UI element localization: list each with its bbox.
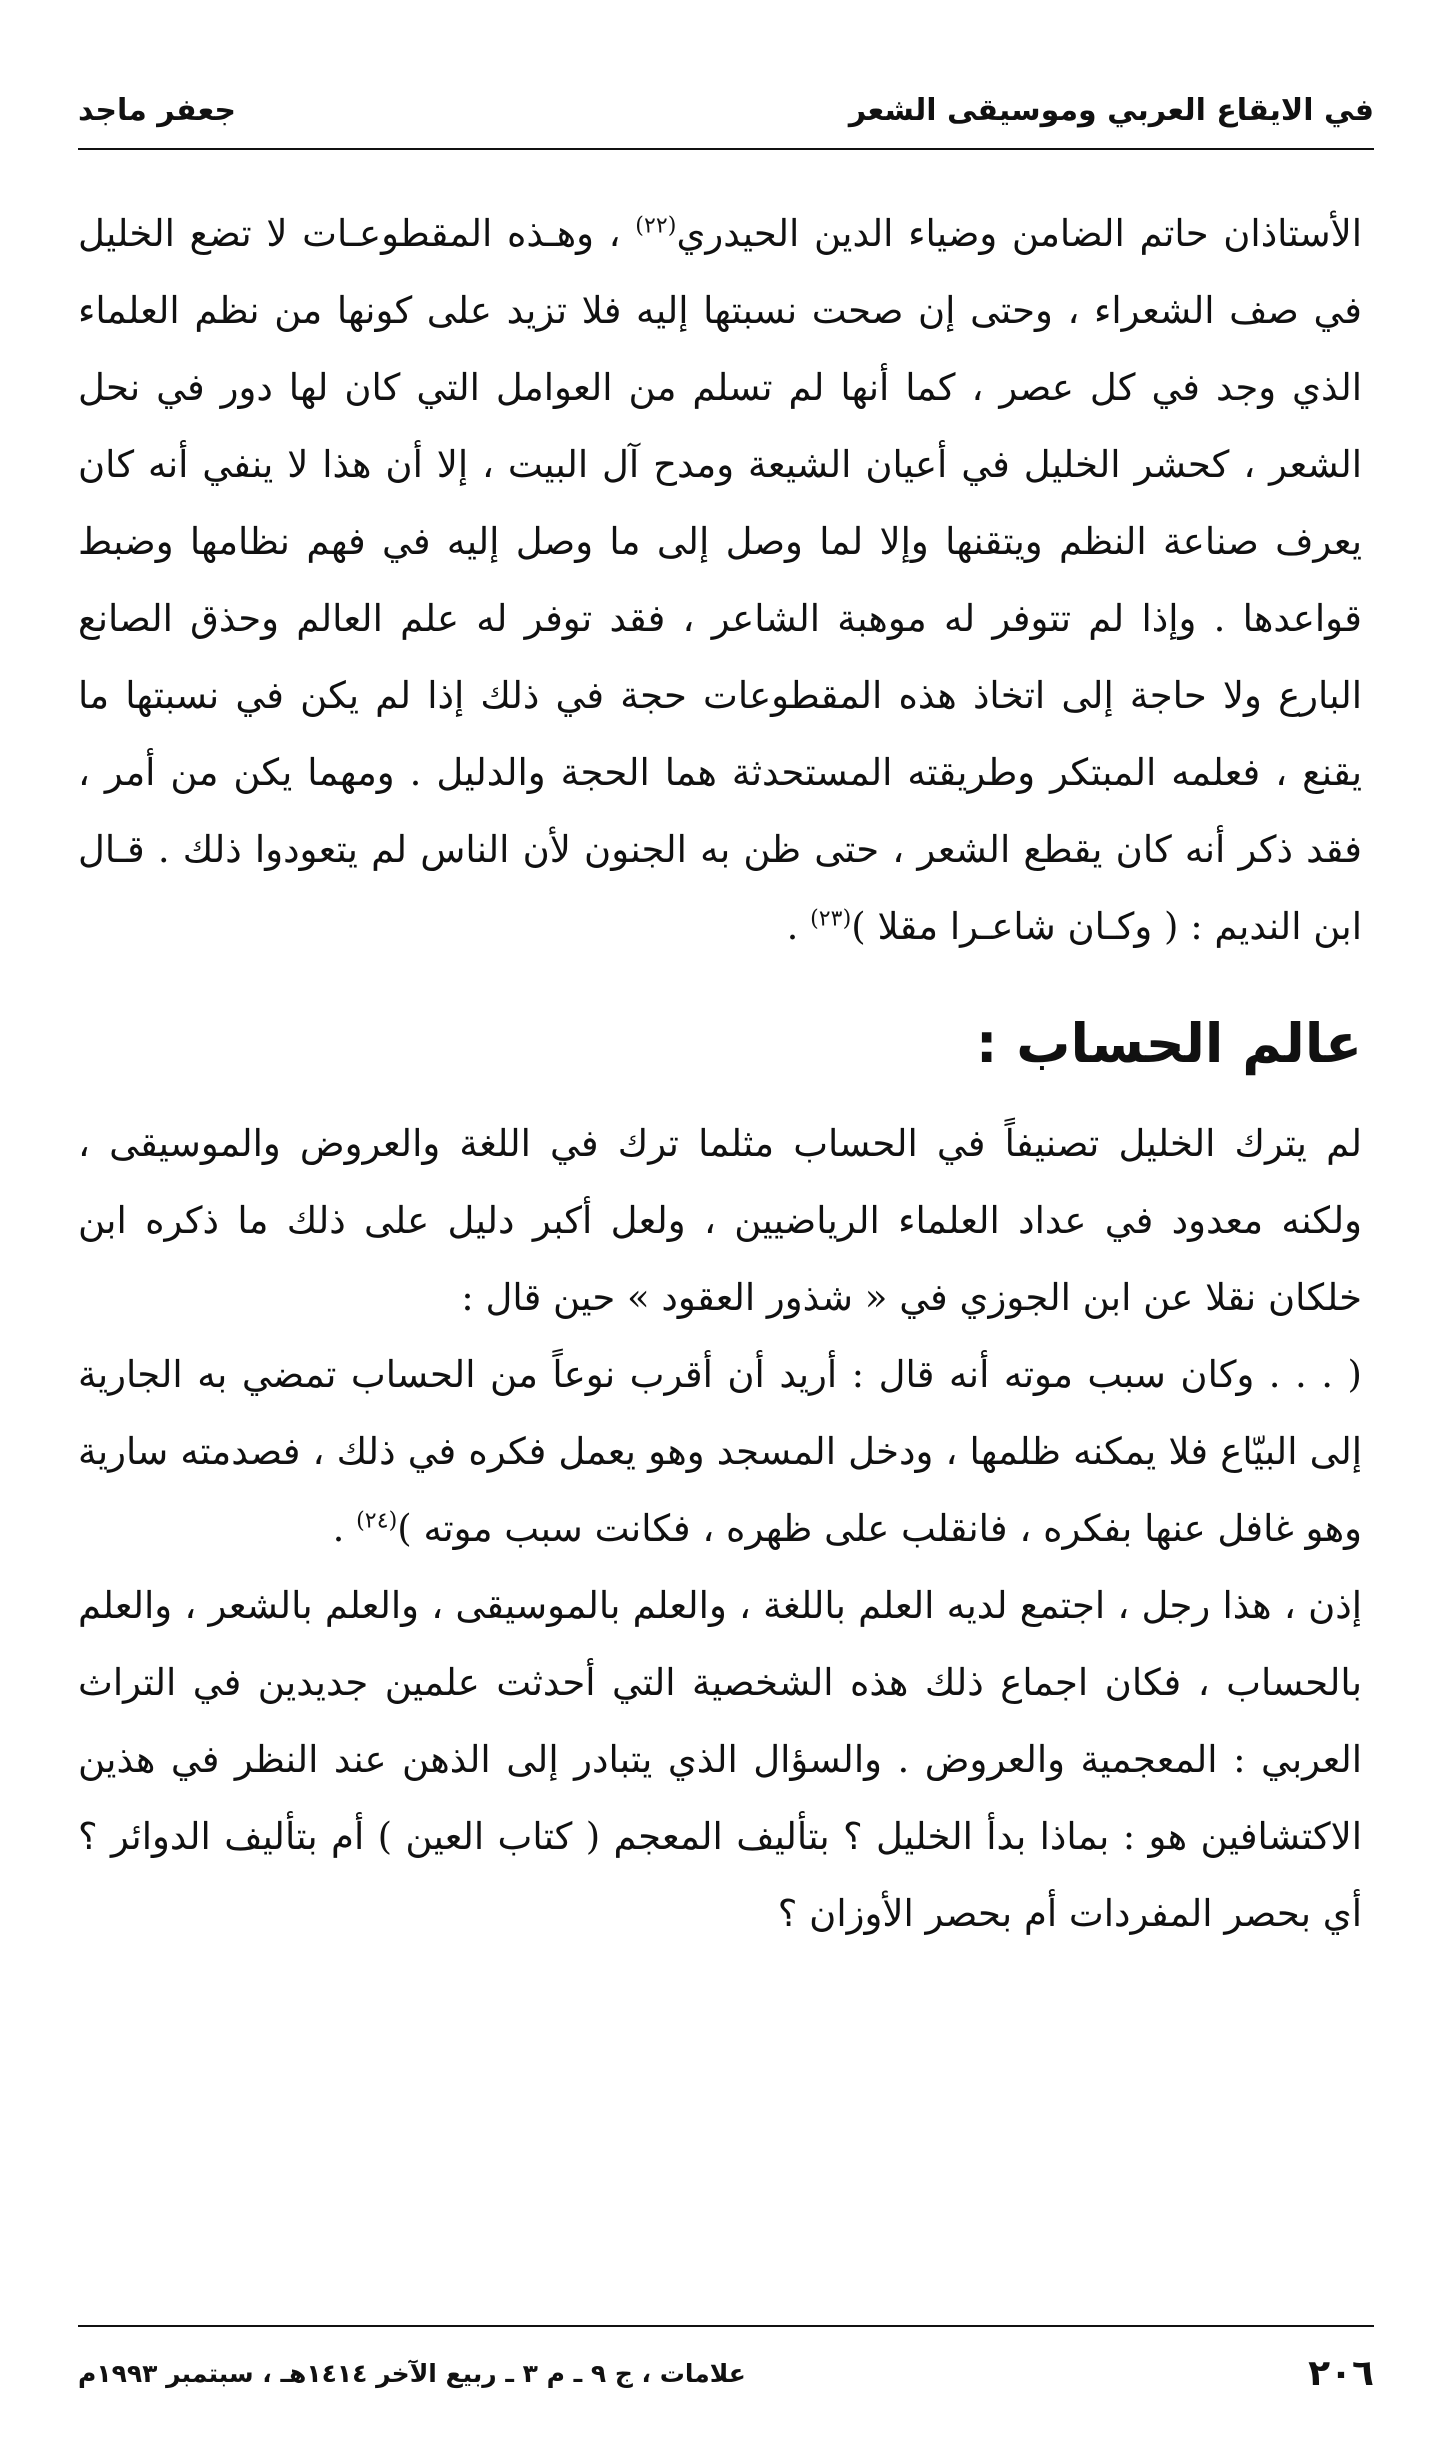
- running-book-title: في الايقاع العربي وموسيقى الشعر: [848, 92, 1374, 128]
- body-text: [78, 195, 1362, 1952]
- page-header: [78, 70, 1374, 150]
- journal-info: علامات ، ج ٩ ـ م ٣ ـ ربيع الآخر ١٤١٤هـ ، سبتمبر ١٩٩٣م: [78, 2358, 746, 2388]
- footnote-ref: (٢٣): [810, 905, 852, 932]
- page-footer: [78, 2338, 1374, 2408]
- footer-divider: [78, 2325, 1374, 2327]
- footnote-ref: (٢٢): [635, 212, 677, 239]
- page-number: ٢٠٦: [1308, 2352, 1374, 2394]
- header-divider: [78, 148, 1374, 150]
- paragraph-quote-death: ( . . . وكان سبب موته أنه قال : أريد أن أقرب نوعاً من الحساب تمضي به الجارية إلى البيّاع فلا يمكنه ظلمها ، ودخل المسجد وهو يعمل فكره في ذلك ، فصدمته سارية وهو غافل عنها بفكره ، فانقلب على ظهره ، فكانت سبب موته )$^{(٢٤)}$ .: [78, 1353, 1362, 1550]
- running-author-name: جعفر ماجد: [78, 92, 237, 128]
- paragraph-khalil-poetry: الأستاذان حاتم الضامن وضياء الدين الحيدري$^{(٢٢)}$ ، وهـذه المقطوعـات لا تضع الخليل في صف الشعراء ، وحتى إن صحت نسبتها إليه فلا تزيد على كونها من نظم العلماء الذي وجد في كل عصر ، كما أنها لم تسلم من العوامل التي كان لها دور في نحل الشعر ، كحشر الخليل في أعيان الشيعة ومدح آل البيت ، إلا أن هذا لا ينفي أنه كان يعرف صناعة النظم ويتقنها وإلا لما وصل إلى ما وصل إليه في فهم نظامها وضبط قواعدها . وإذا لم تتوفر له موهبة الشاعر ، فقد توفر له علم العالم وحذق الصانع البارع ولا حاجة إلى اتخاذ هذه المقطوعات حجة في ذلك إذا لم يكن في نسبتها ما يقنع ، فعلمه المبتكر وطريقته المستحدثة هما الحجة والدليل . ومهما يكن من أمر ، فقد ذكر أنه كان يقطع الشعر ، حتى ظن به الجنون لأن الناس لم يتعودوا ذلك . قـال ابن النديم : ( وكـان شاعـرا مقلا )$^{(٢٣)}$ .: [78, 212, 1363, 948]
- paragraph-arithmetic: لم يترك الخليل تصنيفاً في الحساب مثلما ترك في اللغة والعروض والموسيقى ، ولكنه معدود في عداد العلماء الرياضيين ، ولعل أكبر دليل على ذلك ما ذكره ابن خلكان نقلا عن ابن الجوزي في « شذور العقود » حين قال :: [78, 1122, 1362, 1319]
- section-heading: عالم الحساب :: [975, 1012, 1362, 1075]
- paragraph-conclusion: إذن ، هذا رجل ، اجتمع لديه العلم باللغة ، والعلم بالموسيقى ، والعلم بالشعر ، والعلم بالحساب ، فكان اجماع ذلك هذه الشخصية التي أحدثت علمين جديدين في التراث العربي : المعجمية والعروض . والسؤال الذي يتبادر إلى الذهن عند النظر في هذين الاكتشافين هو : بماذا بدأ الخليل ؟ بتأليف المعجم ( كتاب العين ) أم بتأليف الدوائر ؟ أي بحصر المفردات أم بحصر الأوزان ؟: [78, 1584, 1362, 1935]
- footnote-ref: (٢٤): [356, 1507, 398, 1534]
